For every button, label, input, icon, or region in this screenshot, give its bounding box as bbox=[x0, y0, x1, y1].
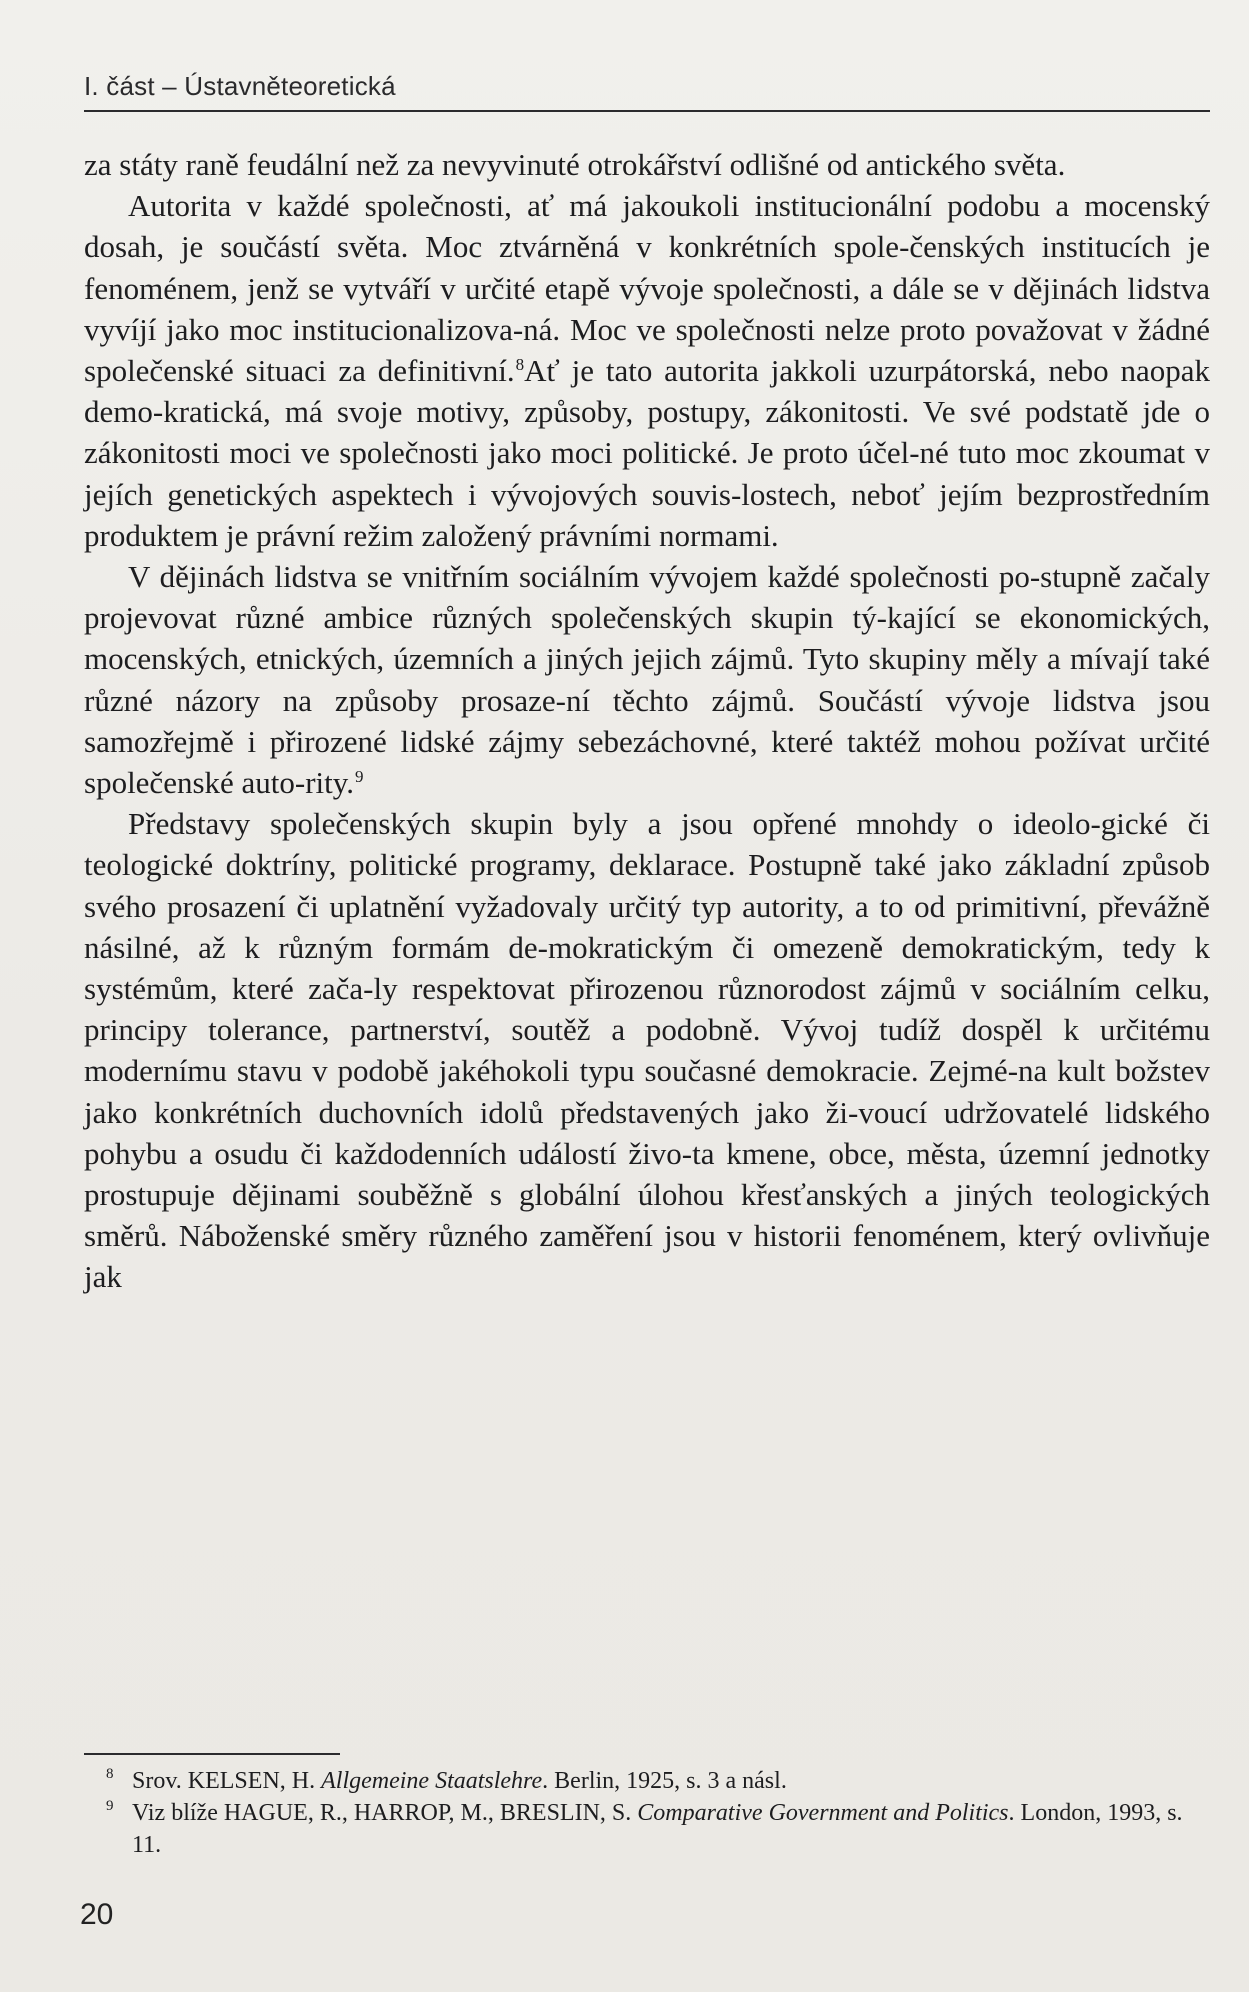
footnote-title: Allgemeine Staatslehre bbox=[321, 1768, 543, 1794]
page-number: 20 bbox=[80, 1898, 114, 1931]
footnote-rule bbox=[84, 1753, 340, 1755]
paragraph-ideas: Představy společenských skupin byly a jsou opřené mnohdy o ideolo-gické či teologické doktríny, politické programy, deklarace. Postupně také jako základní způsob svého prosazení či uplatnění vyžadovaly určitý typ autority, a to od primitivní, převážně násilné, až k různým formám de-mokratickým či omezeně demokratickým, tedy k systémům, které zača-ly respektovat přirozenou různorodost zájmů v sociálním celku, principy tolerance, partnerství, soutěž a podobně. Vývoj tudíž dospěl k určitému modernímu stavu v podobě jakéhokoli typu současné demokracie. Zejmé-na kult božstev jako konkrétních duchovních idolů představených jako ži-voucí udržovatelé lidského pohybu a osudu či každodenních událostí živo-ta kmene, obce, města, územní jednotky prostupuje dějinami souběžně s globální úlohou křesťanských a jiných teologických směrů. Náboženské směry různého zaměření jsou v historii fenoménem, který ovlivňuje jak bbox=[84, 806, 1210, 1295]
paragraph-history bbox=[84, 556, 1210, 803]
footnote-number: 8 bbox=[106, 1766, 114, 1782]
footnote-text: Viz blíže HAGUE, R., HARROP, M., BRESLIN, S. bbox=[132, 1800, 638, 1826]
footnote-8 bbox=[84, 1765, 1210, 1797]
paragraph-authority-text-cont: Ať je tato autorita jakkoli uzurpátorská, nebo naopak demo-kratická, má svoje motivy, způsoby, postupy, zákonitosti. Ve své podstatě jde o zákonitosti moci ve společnosti jako moci politické. Je proto účel-né tuto moc zkoumat v jejích genetických aspektech i vývojových souvis-lostech, neboť jejím bezprostředním produktem je právní režim založený právními normami. bbox=[84, 353, 1210, 553]
footnote-9 bbox=[84, 1797, 1210, 1861]
footnote-ref-8: 8 bbox=[515, 355, 525, 375]
paragraph-history-text: V dějinách lidstva se vnitřním sociálním vývojem každé společnosti po-stupně začaly projevovat různé ambice různých společenských skupin tý-kající se ekonomických, mocenských, etnických, územních a jiných jejich zájmů. Tyto skupiny měly a mívají také různé názory na způsoby prosaze-ní těchto zájmů. Součástí vývoje lidstva jsou samozřejmě i přirozené lidské zájmy sebezáchovné, které taktéž mohou požívat určité společenské auto-rity. bbox=[84, 559, 1210, 801]
footnote-title: Comparative Government and Politics bbox=[637, 1800, 1009, 1826]
footnote-text: Srov. KELSEN, H. bbox=[132, 1768, 322, 1794]
body-text bbox=[84, 144, 1210, 1298]
paragraph-continuation: za státy raně feudální než za nevyvinuté otrokářství odlišné od antického světa. bbox=[84, 147, 1066, 182]
running-head: I. část – Ústavněteoretická bbox=[84, 71, 396, 101]
footnote-ref-9: 9 bbox=[355, 767, 364, 787]
header-rule bbox=[84, 110, 1210, 112]
footnote-text-end: . Berlin, 1925, s. 3 a násl. bbox=[542, 1768, 787, 1794]
footnotes bbox=[84, 1765, 1210, 1861]
footnote-text-end: . London, 1993, s. 11. bbox=[132, 1800, 1183, 1858]
paragraph-authority-text: Autorita v každé společnosti, ať má jakoukoli institucionální podobu a mocenský dosah, je součástí světa. Moc ztvárněná v konkrétních spole-čenských institucích je fenoménem, jenž se vytváří v určité etapě vývoje společnosti, a dále se v dějinách lidstva vyvíjí jako moc institucionalizova-ná. Moc ve společnosti nelze proto považovat v žádné společenské situaci za definitivní. bbox=[84, 188, 1210, 389]
paragraph-authority bbox=[84, 185, 1210, 556]
footnote-number: 9 bbox=[106, 1798, 114, 1814]
